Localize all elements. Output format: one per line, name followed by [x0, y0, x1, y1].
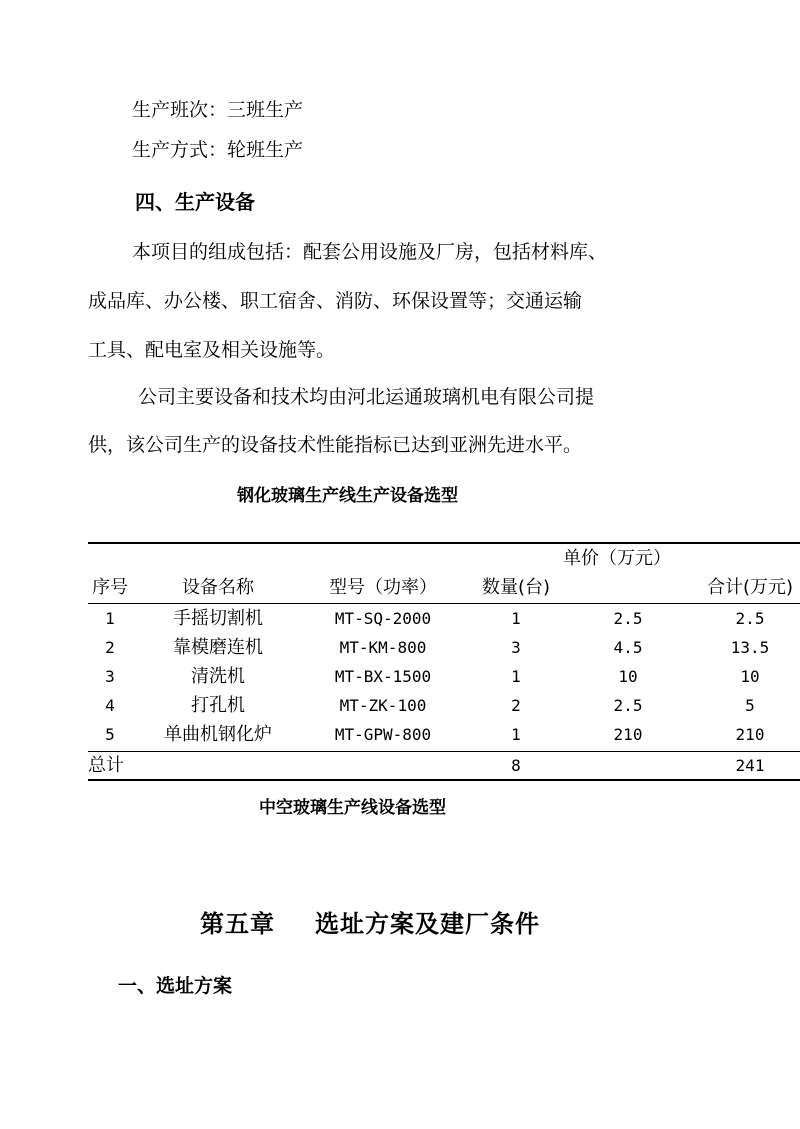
cell-price: 4.5: [613, 638, 643, 657]
cell-model: MT-SQ-2000: [334, 609, 432, 628]
cell-qty: 1: [511, 667, 521, 686]
cell-model: MT-ZK-100: [339, 696, 427, 715]
chapter-name: 选址方案及建厂条件: [315, 909, 540, 938]
table-header-rule: [88, 603, 800, 604]
cell-no: 3: [105, 667, 115, 686]
cell-no: 5: [105, 725, 115, 744]
header-model: 型号（功率）: [329, 577, 437, 598]
table-summary-rule: [88, 751, 800, 752]
section-heading-equipment: 四、生产设备: [135, 190, 255, 214]
cell-price: 2.5: [613, 609, 643, 628]
paragraph-line: 成品库、办公楼、职工宿舍、消防、环保设置等；交通运输: [88, 290, 583, 312]
header-total: 合计(万元): [706, 577, 794, 598]
section-heading-site-selection: 一、选址方案: [118, 975, 233, 997]
cell-no: 4: [105, 696, 115, 715]
cell-price: 210: [613, 725, 643, 744]
paragraph-line: 供，该公司生产的设备技术性能指标已达到亚洲先进水平。: [88, 434, 583, 456]
summary-total: 241: [735, 756, 765, 775]
cell-name: 打孔机: [191, 695, 245, 716]
summary-qty: 8: [511, 756, 521, 775]
cell-qty: 1: [511, 725, 521, 744]
header-unit-price: 单价（万元）: [563, 548, 671, 569]
production-mode-line: 生产方式：轮班生产: [132, 139, 304, 161]
cell-no: 2: [105, 638, 115, 657]
cell-model: MT-BX-1500: [334, 667, 432, 686]
cell-total: 2.5: [735, 609, 765, 628]
paragraph-line: 本项目的组成包括：配套公用设施及厂房，包括材料库、: [132, 241, 608, 263]
cell-total: 13.5: [730, 638, 770, 657]
cell-total: 10: [740, 667, 760, 686]
header-no: 序号: [92, 577, 128, 598]
table-top-rule: [88, 542, 800, 544]
table-caption: 钢化玻璃生产线生产设备选型: [237, 486, 458, 506]
cell-price: 2.5: [613, 696, 643, 715]
header-qty: 数量(台): [481, 577, 551, 598]
cell-model: MT-KM-800: [339, 638, 427, 657]
cell-qty: 1: [511, 609, 521, 628]
cell-total: 210: [735, 725, 765, 744]
paragraph-line: 工具、配电室及相关设施等。: [88, 339, 336, 361]
table-caption-2: 中空玻璃生产线设备选型: [259, 798, 446, 818]
chapter-title: [200, 904, 540, 939]
cell-no: 1: [105, 609, 115, 628]
cell-name: 清洗机: [191, 666, 245, 687]
cell-qty: 3: [511, 638, 521, 657]
cell-qty: 2: [511, 696, 521, 715]
header-name: 设备名称: [182, 577, 254, 598]
chapter-number: 第五章: [200, 909, 275, 938]
cell-name: 单曲机钢化炉: [164, 724, 272, 745]
cell-total: 5: [745, 696, 755, 715]
summary-label: 总计: [88, 755, 124, 776]
production-shift-line: 生产班次：三班生产: [132, 99, 304, 121]
cell-name: 手摇切割机: [173, 608, 263, 629]
cell-model: MT-GPW-800: [334, 725, 432, 744]
cell-price: 10: [618, 667, 638, 686]
cell-name: 靠模磨连机: [173, 637, 263, 658]
table-bottom-rule: [88, 779, 800, 781]
paragraph-line: 公司主要设备和技术均由河北运通玻璃机电有限公司提: [138, 386, 595, 408]
